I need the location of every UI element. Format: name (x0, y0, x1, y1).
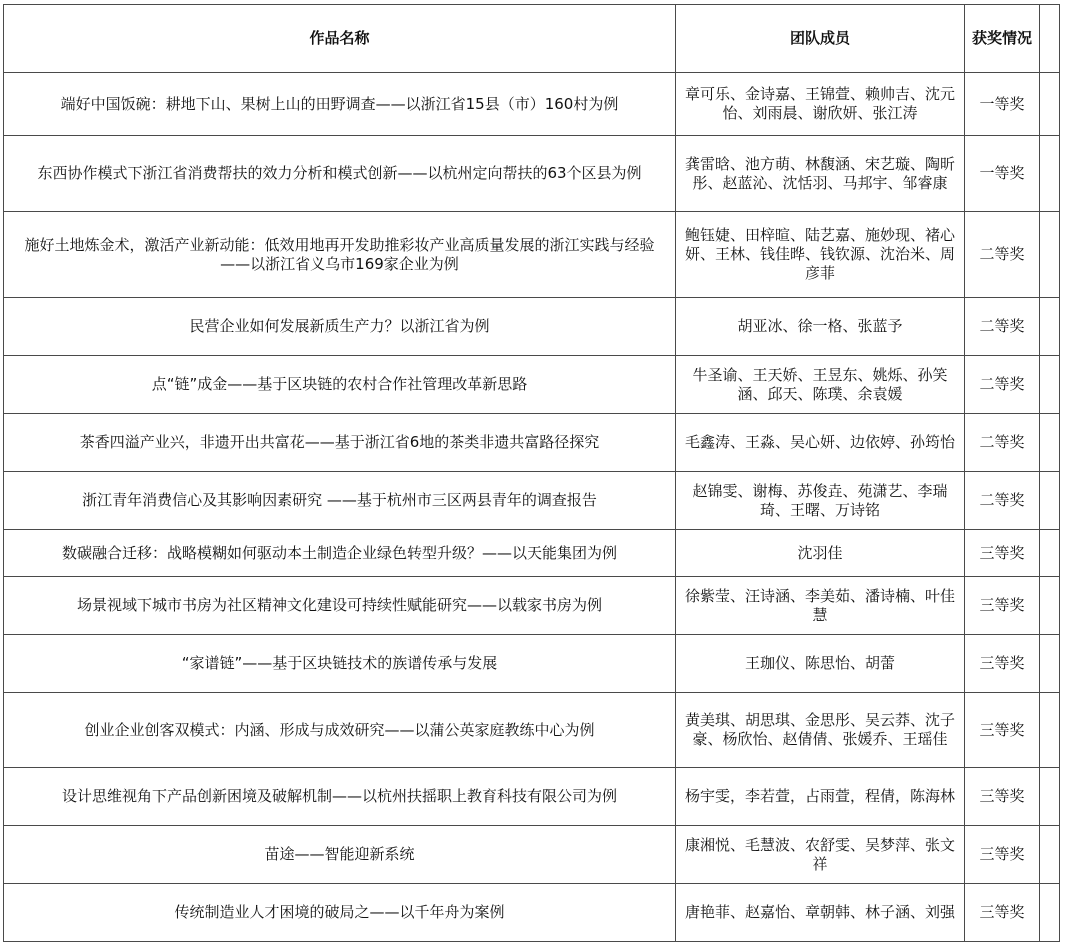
table-row (4, 768, 1060, 826)
team-members: 杨宇雯，李若萱，占雨萱，程倩，陈海林 (676, 768, 965, 826)
award-level: 三等奖 (965, 577, 1040, 635)
award-level: 二等奖 (965, 414, 1040, 472)
award-level: 一等奖 (965, 73, 1040, 136)
extra-cell (1040, 136, 1060, 212)
work-title: 茶香四溢产业兴，非遗开出共富花——基于浙江省6地的茶类非遗共富路径探究 (4, 414, 676, 472)
work-title: 东西协作模式下浙江省消费帮扶的效力分析和模式创新——以杭州定向帮扶的63个区县为例 (4, 136, 676, 212)
work-title: 场景视域下城市书房为社区精神文化建设可持续性赋能研究——以载家书房为例 (4, 577, 676, 635)
table-row (4, 635, 1060, 693)
team-members: 章可乐、金诗嘉、王锦萱、赖帅吉、沈元怡、刘雨晨、谢欣妍、张江涛 (676, 73, 965, 136)
table-row (4, 472, 1060, 530)
team-members: 龚雷晗、池方萌、林馥涵、宋艺璇、陶昕彤、赵蓝沁、沈恬羽、马邦宇、邹睿康 (676, 136, 965, 212)
team-members: 毛鑫涛、王淼、吴心妍、边依婷、孙筠怡 (676, 414, 965, 472)
extra-cell (1040, 472, 1060, 530)
work-title: 传统制造业人才困境的破局之——以千年舟为案例 (4, 884, 676, 942)
award-level: 三等奖 (965, 635, 1040, 693)
extra-cell (1040, 693, 1060, 768)
award-level: 三等奖 (965, 768, 1040, 826)
extra-cell (1040, 356, 1060, 414)
table-row (4, 826, 1060, 884)
work-title: 设计思维视角下产品创新困境及破解机制——以杭州扶摇职上教育科技有限公司为例 (4, 768, 676, 826)
award-level: 三等奖 (965, 693, 1040, 768)
table-row (4, 73, 1060, 136)
extra-cell (1040, 884, 1060, 942)
table-row (4, 693, 1060, 768)
extra-cell (1040, 298, 1060, 356)
work-title: “家谱链”——基于区块链技术的族谱传承与发展 (4, 635, 676, 693)
extra-cell (1040, 414, 1060, 472)
team-members: 康湘悦、毛慧波、农舒雯、吴梦萍、张文祥 (676, 826, 965, 884)
work-title: 创业企业创客双模式：内涵、形成与成效研究——以蒲公英家庭教练中心为例 (4, 693, 676, 768)
extra-cell (1040, 212, 1060, 298)
team-members: 牛圣谕、王天娇、王昱东、姚烁、孙笑涵、邱天、陈璞、余袁媛 (676, 356, 965, 414)
award-level: 三等奖 (965, 826, 1040, 884)
table-header-row (4, 5, 1060, 73)
work-title: 端好中国饭碗：耕地下山、果树上山的田野调查——以浙江省15县（市）160村为例 (4, 73, 676, 136)
header-award: 获奖情况 (965, 5, 1040, 73)
work-title: 施好土地炼金术，激活产业新动能：低效用地再开发助推彩妆产业高质量发展的浙江实践与经验——以浙江省义乌市169家企业为例 (4, 212, 676, 298)
table-row (4, 136, 1060, 212)
table-row (4, 530, 1060, 577)
award-level: 二等奖 (965, 472, 1040, 530)
extra-cell (1040, 635, 1060, 693)
header-members: 团队成员 (676, 5, 965, 73)
table-row (4, 212, 1060, 298)
team-members: 唐艳菲、赵嘉怡、章朝韩、林子涵、刘强 (676, 884, 965, 942)
extra-cell (1040, 530, 1060, 577)
team-members: 黄美琪、胡思琪、金思彤、吴云莽、沈子豪、杨欣怡、赵倩倩、张媛乔、王瑶佳 (676, 693, 965, 768)
award-level: 三等奖 (965, 530, 1040, 577)
extra-cell (1040, 73, 1060, 136)
team-members: 徐紫莹、汪诗涵、李美茹、潘诗楠、叶佳慧 (676, 577, 965, 635)
award-level: 二等奖 (965, 212, 1040, 298)
team-members: 王珈仪、陈思怡、胡蕾 (676, 635, 965, 693)
work-title: 苗途——智能迎新系统 (4, 826, 676, 884)
awards-table (3, 4, 1060, 942)
table-row (4, 356, 1060, 414)
award-level: 三等奖 (965, 884, 1040, 942)
award-level: 二等奖 (965, 298, 1040, 356)
award-level: 一等奖 (965, 136, 1040, 212)
extra-cell (1040, 826, 1060, 884)
award-level: 二等奖 (965, 356, 1040, 414)
header-title: 作品名称 (4, 5, 676, 73)
header-extra-cell (1040, 5, 1060, 73)
team-members: 赵锦雯、谢梅、苏俊垚、苑潇艺、李瑞琦、王曙、万诗铭 (676, 472, 965, 530)
table-row (4, 414, 1060, 472)
table-row (4, 298, 1060, 356)
work-title: 浙江青年消费信心及其影响因素研究 ——基于杭州市三区两县青年的调查报告 (4, 472, 676, 530)
work-title: 点“链”成金——基于区块链的农村合作社管理改革新思路 (4, 356, 676, 414)
team-members: 沈羽佳 (676, 530, 965, 577)
team-members: 胡亚冰、徐一格、张蓝予 (676, 298, 965, 356)
extra-cell (1040, 577, 1060, 635)
extra-cell (1040, 768, 1060, 826)
work-title: 数碳融合迁移：战略模糊如何驱动本土制造企业绿色转型升级？——以天能集团为例 (4, 530, 676, 577)
work-title: 民营企业如何发展新质生产力？以浙江省为例 (4, 298, 676, 356)
table-row (4, 577, 1060, 635)
team-members: 鲍钰婕、田梓暄、陆艺嘉、施妙现、褚心妍、王林、钱佳晔、钱钦源、沈治米、周彦菲 (676, 212, 965, 298)
table-row (4, 884, 1060, 942)
